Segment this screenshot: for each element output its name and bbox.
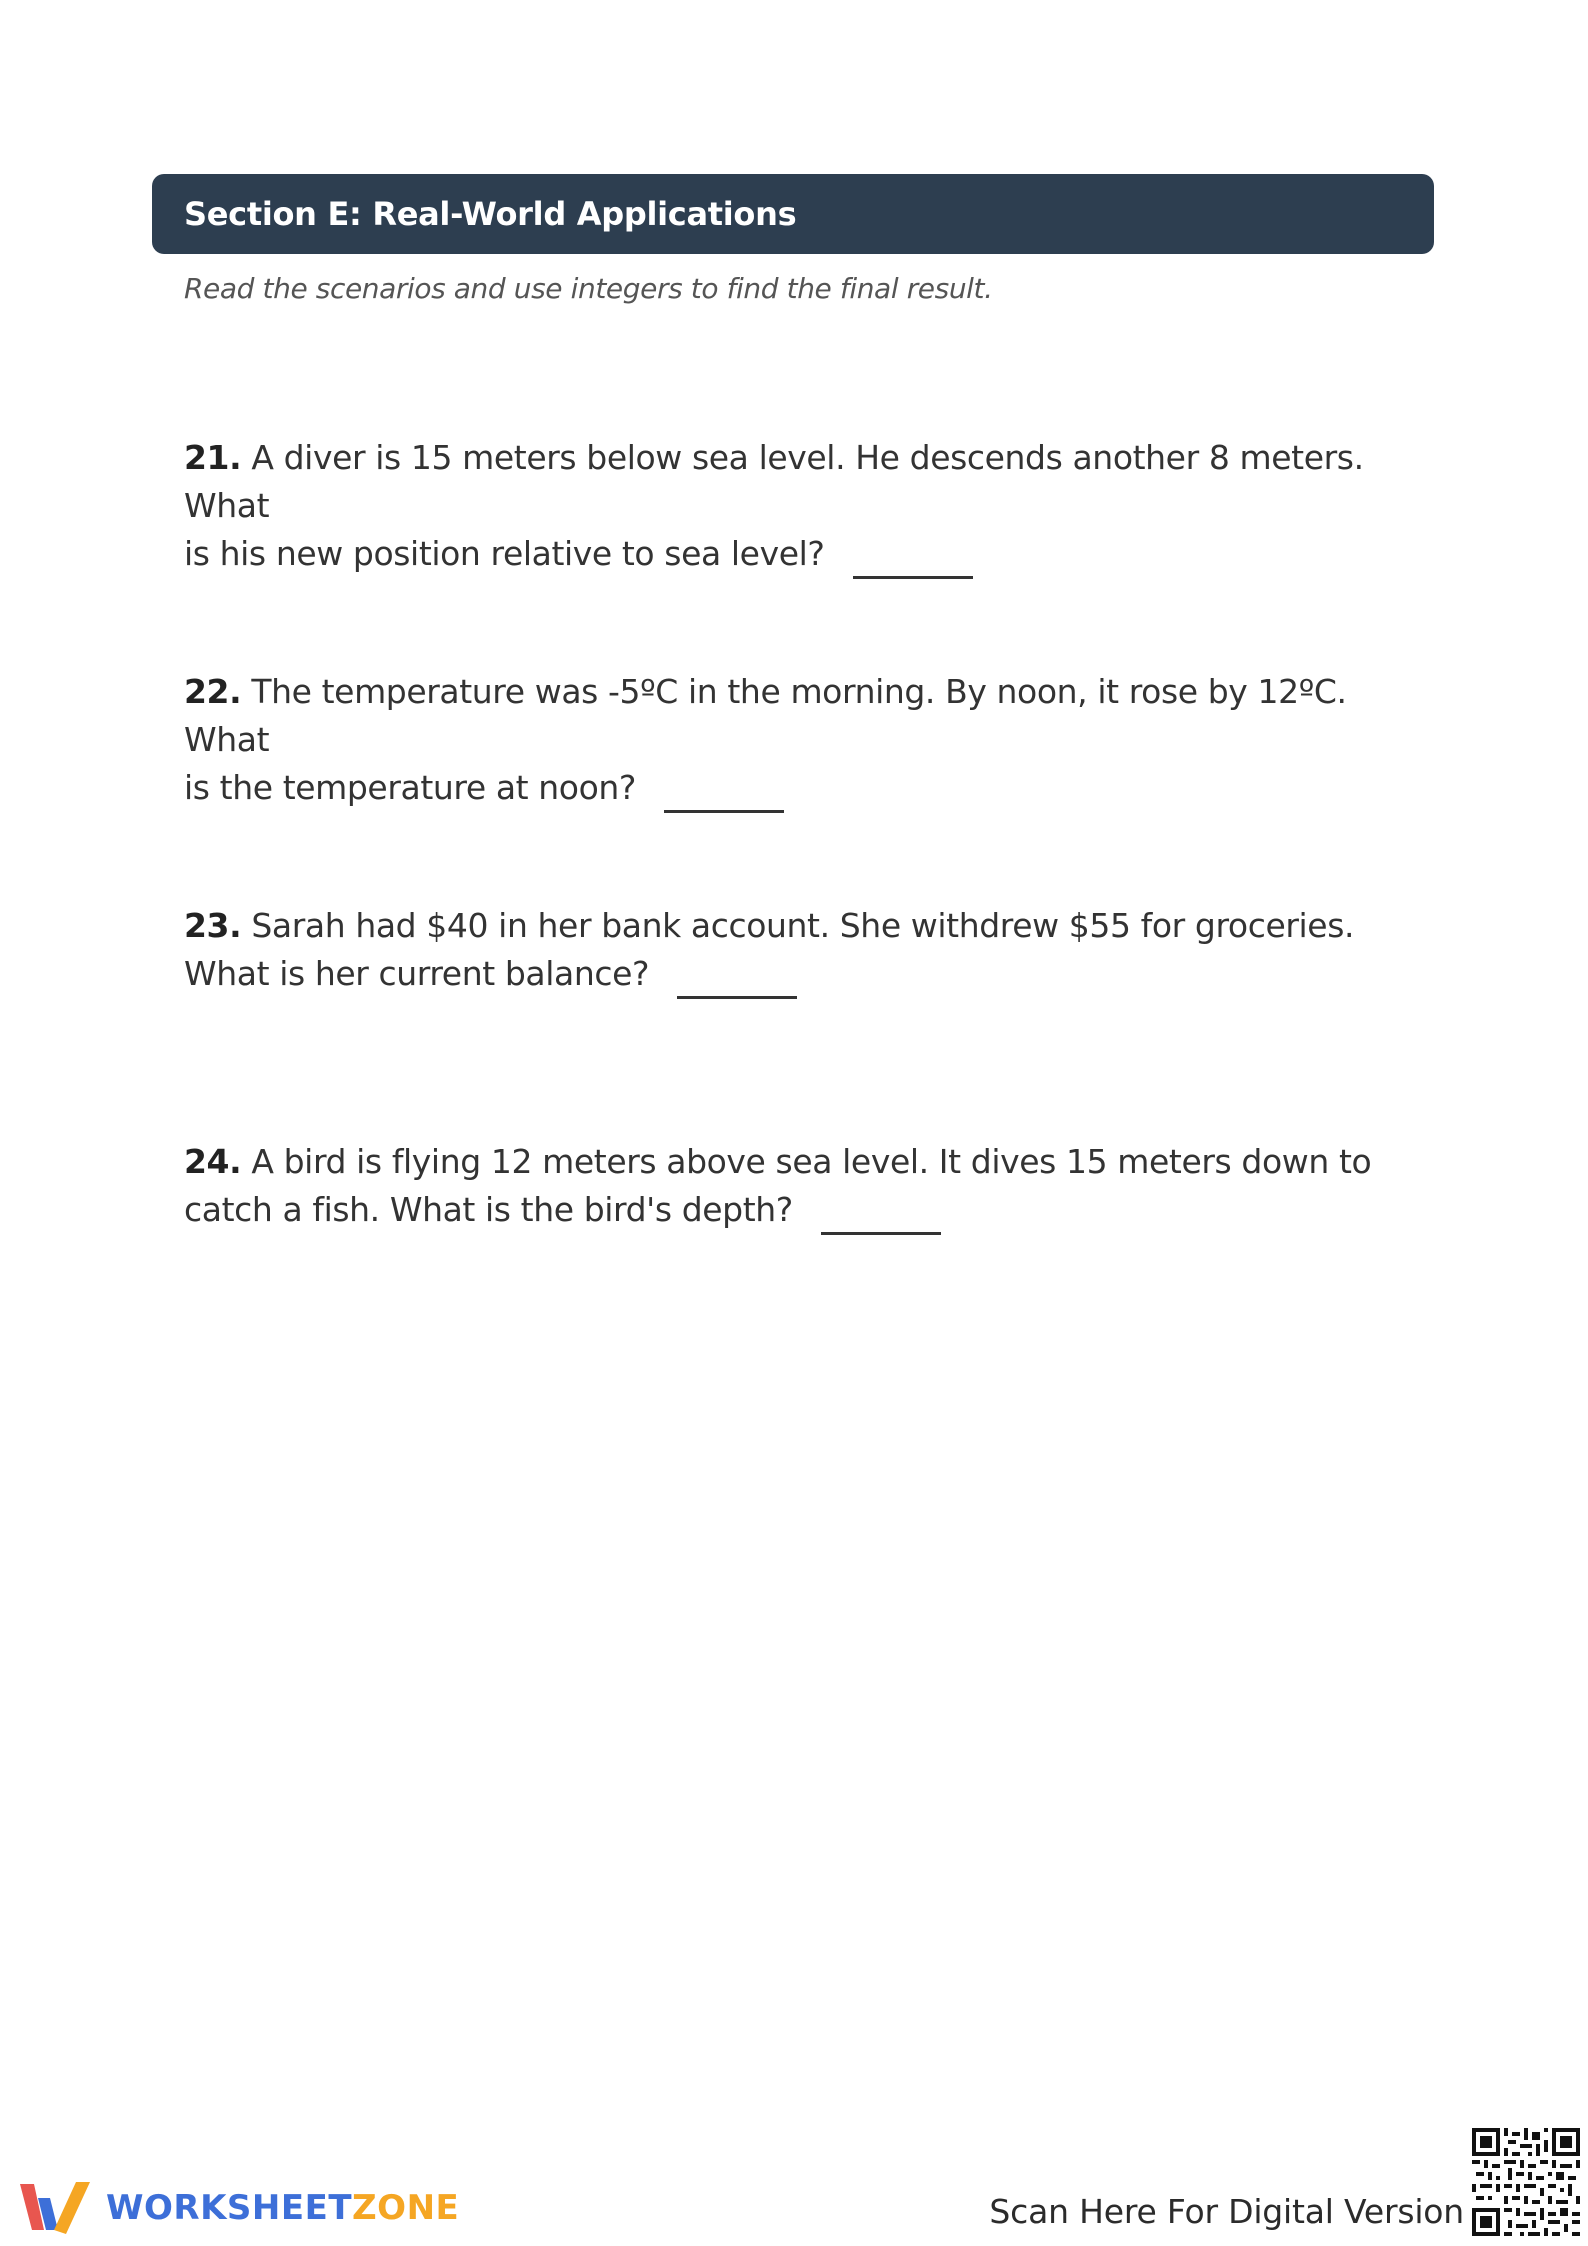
answer-blank[interactable] bbox=[853, 576, 973, 579]
section-header bbox=[152, 174, 1434, 254]
question-23 bbox=[184, 902, 1414, 999]
worksheetzone-logo-icon bbox=[18, 2178, 94, 2238]
question-number: 21. bbox=[184, 438, 242, 477]
qr-code-icon[interactable] bbox=[1472, 2128, 1580, 2236]
question-text-line1: The temperature was -5ºC in the morning. By noon, it rose by 12ºC. What bbox=[184, 672, 1347, 759]
question-24 bbox=[184, 1138, 1414, 1235]
question-text-line2: catch a fish. What is the bird's depth? bbox=[184, 1190, 793, 1229]
scan-instruction: Scan Here For Digital Version bbox=[989, 2192, 1464, 2231]
question-21 bbox=[184, 434, 1414, 579]
question-text-line1: Sarah had $40 in her bank account. She withdrew $55 for groceries. bbox=[251, 906, 1355, 945]
question-text-line2: is his new position relative to sea level? bbox=[184, 534, 825, 573]
question-text-line2: is the temperature at noon? bbox=[184, 768, 636, 807]
answer-blank[interactable] bbox=[677, 996, 797, 999]
question-text-line1: A diver is 15 meters below sea level. He descends another 8 meters. What bbox=[184, 438, 1364, 525]
answer-blank[interactable] bbox=[664, 810, 784, 813]
logo-text-zone: ZONE bbox=[352, 2188, 460, 2228]
question-22 bbox=[184, 668, 1414, 813]
question-text-line1: A bird is flying 12 meters above sea level. It dives 15 meters down to bbox=[251, 1142, 1372, 1181]
answer-blank[interactable] bbox=[821, 1232, 941, 1235]
logo-text-worksheet: WORKSHEET bbox=[106, 2188, 353, 2228]
question-number: 24. bbox=[184, 1142, 242, 1181]
question-number: 23. bbox=[184, 906, 242, 945]
section-title: Section E: Real-World Applications bbox=[184, 195, 797, 233]
question-number: 22. bbox=[184, 672, 242, 711]
question-text-line2: What is her current balance? bbox=[184, 954, 650, 993]
worksheetzone-logo bbox=[18, 2178, 459, 2238]
section-instructions: Read the scenarios and use integers to find the final result. bbox=[184, 272, 993, 305]
logo-text bbox=[106, 2188, 459, 2228]
